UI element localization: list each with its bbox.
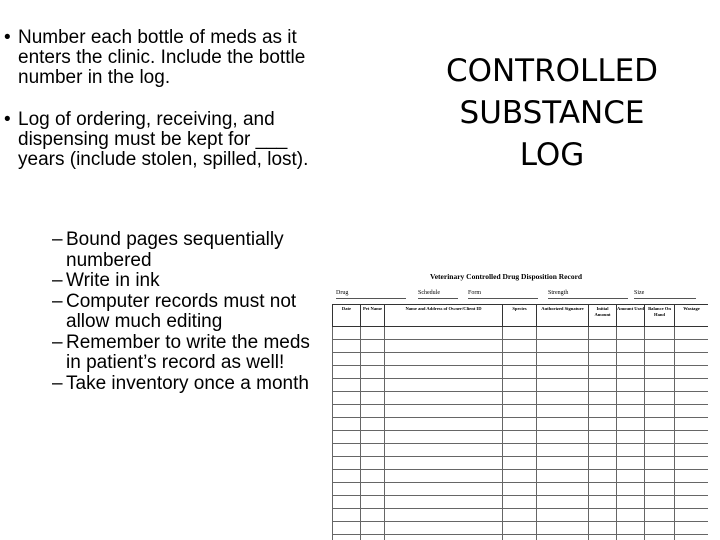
log-empty-cell [333,366,361,379]
title-line: CONTROLLED [445,53,659,89]
log-empty-cell [361,340,385,353]
log-empty-cell [385,379,503,392]
log-empty-cell [361,418,385,431]
log-empty-cell [675,353,709,366]
log-empty-cell [385,444,503,457]
log-empty-cell [617,522,645,535]
log-empty-cell [333,353,361,366]
log-empty-cell [617,444,645,457]
sub-bullet-text: Computer records must not allow much editing [66,290,297,332]
log-empty-cell [537,522,589,535]
bullet-item [4,110,316,170]
log-empty-cell [537,496,589,509]
log-empty-cell [589,353,617,366]
log-empty-cell [333,379,361,392]
log-empty-cell [503,418,537,431]
sub-bullet-item [52,270,318,292]
log-empty-row [333,483,709,496]
log-empty-cell [537,327,589,340]
log-empty-cell [675,340,709,353]
log-empty-cell [589,418,617,431]
log-empty-row [333,470,709,483]
log-empty-cell [617,509,645,522]
bullet-marker: • [4,27,11,48]
log-empty-cell [537,444,589,457]
log-empty-cell [503,392,537,405]
log-empty-cell [537,366,589,379]
title-line: SUBSTANCE [459,95,645,131]
sub-bullet-text: Remember to write the meds in patient’s record as well! [66,331,310,373]
log-empty-cell [503,327,537,340]
log-empty-cell [617,327,645,340]
log-empty-cell [589,366,617,379]
log-empty-cell [333,405,361,418]
log-empty-cell [617,418,645,431]
bullet-marker: • [4,109,11,130]
log-empty-cell [503,522,537,535]
log-empty-cell [645,470,675,483]
log-empty-cell [589,444,617,457]
form-field-drug: Drug [336,290,406,299]
log-empty-row [333,431,709,444]
form-title: Veterinary Controlled Drug Disposition Record [430,272,583,281]
log-empty-cell [385,392,503,405]
log-empty-cell [385,366,503,379]
dash-marker: – [52,270,63,291]
log-empty-row [333,444,709,457]
log-empty-cell [503,509,537,522]
log-empty-cell [675,457,709,470]
column-header: Balance On Hand [645,305,675,327]
log-empty-cell [333,509,361,522]
log-empty-cell [675,405,709,418]
log-empty-cell [589,379,617,392]
log-empty-cell [675,470,709,483]
log-empty-row [333,366,709,379]
log-empty-cell [537,379,589,392]
log-empty-cell [503,405,537,418]
log-empty-cell [385,353,503,366]
log-empty-cell [537,353,589,366]
log-empty-cell [617,457,645,470]
log-empty-cell [617,431,645,444]
log-empty-cell [645,366,675,379]
log-empty-cell [333,444,361,457]
log-empty-cell [589,509,617,522]
log-empty-cell [675,366,709,379]
log-empty-cell [617,405,645,418]
log-empty-row [333,392,709,405]
sub-bullet-item [52,290,318,333]
log-empty-cell [645,522,675,535]
sub-bullet-text: Bound pages sequentially numbered [66,229,284,271]
log-empty-cell [645,431,675,444]
log-empty-cell [645,535,675,540]
log-empty-row [333,327,709,340]
log-empty-cell [617,470,645,483]
sub-bullet-text: Write in ink [66,270,160,291]
log-empty-cell [385,509,503,522]
log-empty-cell [675,535,709,540]
form-field-row [336,290,704,300]
log-empty-cell [589,457,617,470]
log-empty-cell [589,496,617,509]
log-empty-cell [385,470,503,483]
log-empty-cell [537,509,589,522]
sub-bullet-item [52,229,318,271]
log-empty-row [333,405,709,418]
log-empty-cell [675,327,709,340]
log-empty-cell [675,431,709,444]
log-empty-cell [361,353,385,366]
log-empty-cell [617,353,645,366]
log-body [333,327,709,540]
log-empty-cell [385,340,503,353]
log-empty-cell [589,405,617,418]
bullet-text: Log of ordering, receiving, and dispensing must be kept for ___ years (include stolen, spilled, lost). [18,109,309,170]
log-empty-cell [333,522,361,535]
log-empty-cell [589,470,617,483]
log-empty-cell [645,457,675,470]
log-empty-row [333,535,709,540]
log-empty-cell [617,483,645,496]
log-empty-cell [675,379,709,392]
log-empty-cell [385,327,503,340]
log-empty-cell [361,483,385,496]
log-empty-cell [361,496,385,509]
log-empty-cell [589,522,617,535]
log-empty-cell [675,509,709,522]
log-empty-row [333,353,709,366]
log-empty-cell [333,496,361,509]
log-empty-cell [361,444,385,457]
log-empty-cell [385,431,503,444]
log-empty-cell [385,496,503,509]
dash-marker: – [52,372,63,394]
log-empty-cell [503,340,537,353]
bullet-list [4,28,316,192]
log-empty-cell [333,431,361,444]
log-empty-cell [589,483,617,496]
form-field-schedule: Schedule [418,290,458,299]
log-empty-cell [361,470,385,483]
log-empty-cell [333,483,361,496]
log-empty-cell [617,496,645,509]
log-empty-row [333,496,709,509]
log-empty-cell [589,535,617,540]
log-empty-cell [617,535,645,540]
log-empty-cell [645,379,675,392]
column-header: Species [503,305,537,327]
log-empty-cell [675,444,709,457]
log-empty-cell [589,392,617,405]
dash-marker: – [52,331,63,353]
sub-bullet-list [52,229,318,394]
log-empty-cell [503,379,537,392]
log-empty-cell [385,457,503,470]
log-empty-cell [361,522,385,535]
log-empty-cell [645,392,675,405]
log-table [332,304,708,540]
form-field-strength: Strength [548,290,628,299]
log-empty-cell [589,327,617,340]
sub-bullet-item [52,372,318,395]
drug-disposition-form [332,270,708,540]
log-empty-cell [675,522,709,535]
log-empty-cell [503,470,537,483]
log-empty-cell [645,509,675,522]
log-empty-cell [617,366,645,379]
sub-bullet-text: Take inventory once a month [66,372,309,394]
dash-marker: – [52,229,63,250]
log-empty-cell [645,353,675,366]
column-header: Initial Amount [589,305,617,327]
log-empty-cell [645,340,675,353]
log-empty-cell [361,366,385,379]
log-empty-cell [361,535,385,540]
log-empty-cell [537,483,589,496]
column-header: Amount Used [617,305,645,327]
log-empty-cell [361,327,385,340]
log-empty-cell [503,431,537,444]
column-header: Date [333,305,361,327]
log-empty-cell [503,535,537,540]
log-empty-cell [537,535,589,540]
log-empty-cell [675,483,709,496]
log-empty-cell [645,496,675,509]
log-empty-cell [645,418,675,431]
form-field-form: Form [468,290,538,299]
log-empty-row [333,509,709,522]
column-header: Name and Address of Owner/Client ID [385,305,503,327]
log-empty-cell [361,392,385,405]
log-empty-cell [503,483,537,496]
column-header: Pet Name [361,305,385,327]
title-line: LOG [519,137,585,173]
form-field-size: Size [634,290,696,299]
log-empty-cell [361,457,385,470]
log-empty-cell [617,392,645,405]
log-empty-cell [617,340,645,353]
log-empty-cell [645,405,675,418]
log-empty-cell [537,418,589,431]
log-empty-cell [385,405,503,418]
log-empty-cell [503,444,537,457]
log-empty-cell [361,509,385,522]
log-empty-row [333,457,709,470]
log-empty-cell [589,340,617,353]
bullet-item [4,28,316,88]
dash-marker: – [52,290,63,312]
log-empty-cell [333,418,361,431]
log-empty-cell [589,431,617,444]
log-empty-cell [537,392,589,405]
log-empty-cell [333,470,361,483]
log-empty-cell [385,522,503,535]
log-empty-cell [333,327,361,340]
log-empty-cell [333,457,361,470]
column-header: Wastage [675,305,709,327]
log-empty-cell [503,457,537,470]
log-empty-cell [385,535,503,540]
log-empty-row [333,379,709,392]
log-empty-cell [675,392,709,405]
log-empty-cell [645,483,675,496]
column-header: Authorized Signature [537,305,589,327]
log-header-row [333,305,709,327]
log-empty-cell [385,483,503,496]
log-empty-cell [537,405,589,418]
log-empty-row [333,340,709,353]
log-empty-cell [361,405,385,418]
sub-bullet-item [52,331,318,374]
log-empty-cell [503,366,537,379]
log-empty-cell [333,392,361,405]
log-empty-cell [385,418,503,431]
log-empty-cell [503,353,537,366]
log-empty-cell [503,496,537,509]
log-empty-cell [361,431,385,444]
log-empty-cell [645,327,675,340]
log-empty-cell [537,340,589,353]
log-empty-cell [537,431,589,444]
log-empty-cell [675,418,709,431]
slide-title [432,50,672,176]
log-empty-cell [333,340,361,353]
log-empty-row [333,418,709,431]
log-empty-cell [675,496,709,509]
log-empty-cell [617,379,645,392]
log-empty-row [333,522,709,535]
log-empty-cell [537,457,589,470]
bullet-text: Number each bottle of meds as it enters the clinic. Include the bottle number in the log. [18,27,306,88]
log-empty-cell [645,444,675,457]
log-empty-cell [537,470,589,483]
log-empty-cell [333,535,361,540]
log-empty-cell [361,379,385,392]
